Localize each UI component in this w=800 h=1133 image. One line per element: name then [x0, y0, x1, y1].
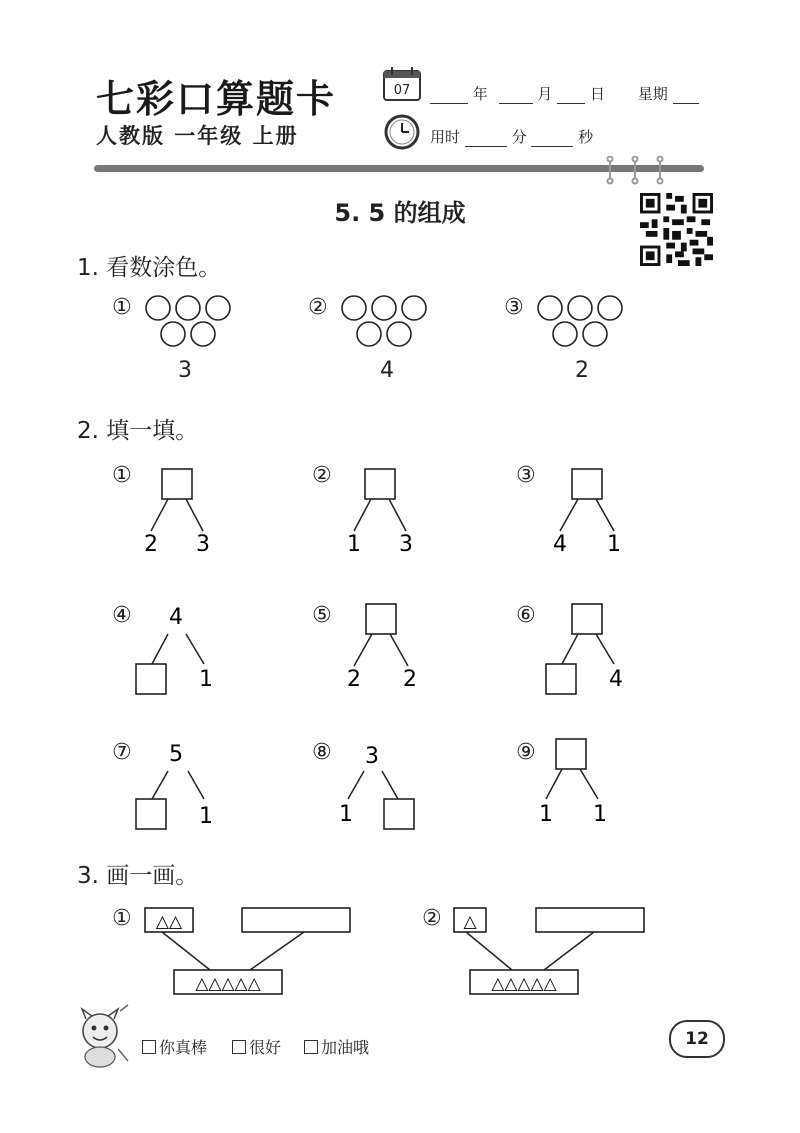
answer-box[interactable]	[572, 469, 602, 499]
q2-item-4-right: 1	[199, 667, 213, 692]
color-circle[interactable]	[553, 322, 577, 346]
q1-item-1-mark: ①	[112, 295, 132, 320]
weekday-label: 星期	[637, 85, 668, 103]
qr-code-icon[interactable]	[640, 192, 713, 267]
q2-item-2-mark: ②	[312, 463, 332, 488]
calendar-icon	[382, 66, 422, 102]
q2-item-1-left: 2	[144, 532, 158, 557]
section-title: 5. 5 的组成	[334, 199, 466, 227]
q3-item-1-total: △△△△△	[195, 974, 261, 994]
answer-box[interactable]	[162, 469, 192, 499]
q3-item-2-total: △△△△△	[491, 974, 557, 994]
color-circle[interactable]	[176, 296, 200, 320]
q1-item-3-number: 2	[575, 358, 589, 383]
minute-field[interactable]	[465, 132, 507, 147]
q2-item-3-tree	[544, 465, 624, 565]
q3-item-1-diagram	[140, 903, 360, 998]
q2-item-1-tree	[135, 465, 215, 565]
rating-option-good[interactable]	[232, 1035, 281, 1058]
rating-option-great[interactable]	[142, 1035, 207, 1058]
q2-item-1-right: 3	[196, 532, 210, 557]
draw-box[interactable]	[536, 908, 644, 932]
q2-item-5-tree	[338, 600, 418, 700]
date-fields	[430, 83, 699, 104]
q2-item-5-mark: ⑤	[312, 603, 332, 628]
q3-item-1-given: △△	[155, 912, 183, 932]
year-field[interactable]	[430, 89, 468, 104]
brand-title: 七彩口算题卡	[96, 76, 337, 121]
q2-item-7-right: 1	[199, 804, 213, 829]
q2-item-3-left: 4	[553, 532, 567, 557]
weekday-field[interactable]	[673, 89, 699, 104]
q2-item-8-mark: ⑧	[312, 740, 332, 765]
color-circle[interactable]	[161, 322, 185, 346]
second-field[interactable]	[531, 132, 573, 147]
q1-item-3-mark: ③	[504, 295, 524, 320]
q2-item-8-top: 3	[365, 744, 379, 769]
q2-item-7-mark: ⑦	[112, 740, 132, 765]
color-circle[interactable]	[206, 296, 230, 320]
q2-item-2-left: 1	[347, 532, 361, 557]
cartoon-mascot-icon	[72, 1003, 134, 1069]
month-label: 月	[537, 85, 553, 103]
color-circle[interactable]	[387, 322, 411, 346]
q1-item-3-circles	[534, 294, 630, 348]
q2-item-2-tree	[338, 465, 418, 565]
color-circle[interactable]	[568, 296, 592, 320]
page-number: 12	[669, 1020, 725, 1058]
minute-label: 分	[511, 128, 527, 146]
q2-item-9-left: 1	[539, 802, 553, 827]
q2-item-3-mark: ③	[516, 463, 536, 488]
answer-box[interactable]	[136, 799, 166, 829]
q2-item-9-mark: ⑨	[516, 740, 536, 765]
q1-item-2-number: 4	[380, 358, 394, 383]
q2-item-1-mark: ①	[112, 463, 132, 488]
q3-item-1-mark: ①	[112, 906, 132, 931]
q2-item-9-tree	[530, 735, 620, 835]
q2-item-6-right: 4	[609, 667, 623, 692]
q2-item-5-left: 2	[347, 667, 361, 692]
q2-item-2-right: 3	[399, 532, 413, 557]
color-circle[interactable]	[402, 296, 426, 320]
q2-item-8-tree	[336, 737, 426, 837]
q1-item-1-number: 3	[178, 358, 192, 383]
color-circle[interactable]	[598, 296, 622, 320]
q3-item-2-given: △	[463, 912, 477, 932]
q2-item-6-mark: ⑥	[516, 603, 536, 628]
answer-box[interactable]	[366, 604, 396, 634]
color-circle[interactable]	[538, 296, 562, 320]
color-circle[interactable]	[342, 296, 366, 320]
checkbox-icon[interactable]	[142, 1040, 156, 1054]
second-label: 秒	[578, 128, 594, 146]
time-fields	[430, 126, 593, 147]
q2-item-4-mark: ④	[112, 603, 132, 628]
q2-item-4-top: 4	[169, 605, 183, 630]
answer-box[interactable]	[365, 469, 395, 499]
rating-label: 你真棒	[159, 1038, 208, 1057]
q2-title: 2. 填一填。	[77, 418, 199, 444]
q2-item-8-left: 1	[339, 802, 353, 827]
q3-title: 3. 画一画。	[77, 863, 199, 889]
q1-item-2-mark: ②	[308, 295, 328, 320]
year-label: 年	[472, 85, 488, 103]
q3-item-2-mark: ②	[422, 906, 442, 931]
day-label: 日	[589, 85, 605, 103]
rating-label: 很好	[249, 1038, 282, 1057]
q1-title: 1. 看数涂色。	[77, 255, 222, 281]
q2-item-6-tree	[540, 600, 630, 700]
time-prefix: 用时	[430, 128, 461, 146]
color-circle[interactable]	[372, 296, 396, 320]
answer-box[interactable]	[556, 739, 586, 769]
color-circle[interactable]	[583, 322, 607, 346]
q3-item-2-diagram	[450, 903, 670, 998]
answer-box[interactable]	[136, 664, 166, 694]
calendar-day: 07	[393, 83, 411, 98]
clock-icon	[382, 112, 422, 152]
q1-item-1-circles	[142, 294, 238, 348]
q2-item-7-tree	[130, 737, 220, 837]
answer-box[interactable]	[384, 799, 414, 829]
q2-item-9-right: 1	[593, 802, 607, 827]
answer-box[interactable]	[572, 604, 602, 634]
color-circle[interactable]	[146, 296, 170, 320]
q2-item-3-right: 1	[607, 532, 621, 557]
draw-box[interactable]	[242, 908, 350, 932]
edition-label: 人教版 一年级 上册	[96, 124, 299, 148]
rating-label: 加油哦	[321, 1038, 370, 1057]
rating-option-keep-going[interactable]	[304, 1035, 369, 1058]
checkbox-icon[interactable]	[304, 1040, 318, 1054]
answer-box[interactable]	[546, 664, 576, 694]
q2-item-7-top: 5	[169, 742, 183, 767]
month-field[interactable]	[499, 89, 533, 104]
q1-item-2-circles	[338, 294, 434, 348]
binder-rings-icon	[600, 156, 670, 186]
checkbox-icon[interactable]	[232, 1040, 246, 1054]
color-circle[interactable]	[357, 322, 381, 346]
color-circle[interactable]	[191, 322, 215, 346]
day-field[interactable]	[557, 89, 585, 104]
q2-item-4-tree	[130, 600, 220, 700]
q2-item-5-right: 2	[403, 667, 417, 692]
